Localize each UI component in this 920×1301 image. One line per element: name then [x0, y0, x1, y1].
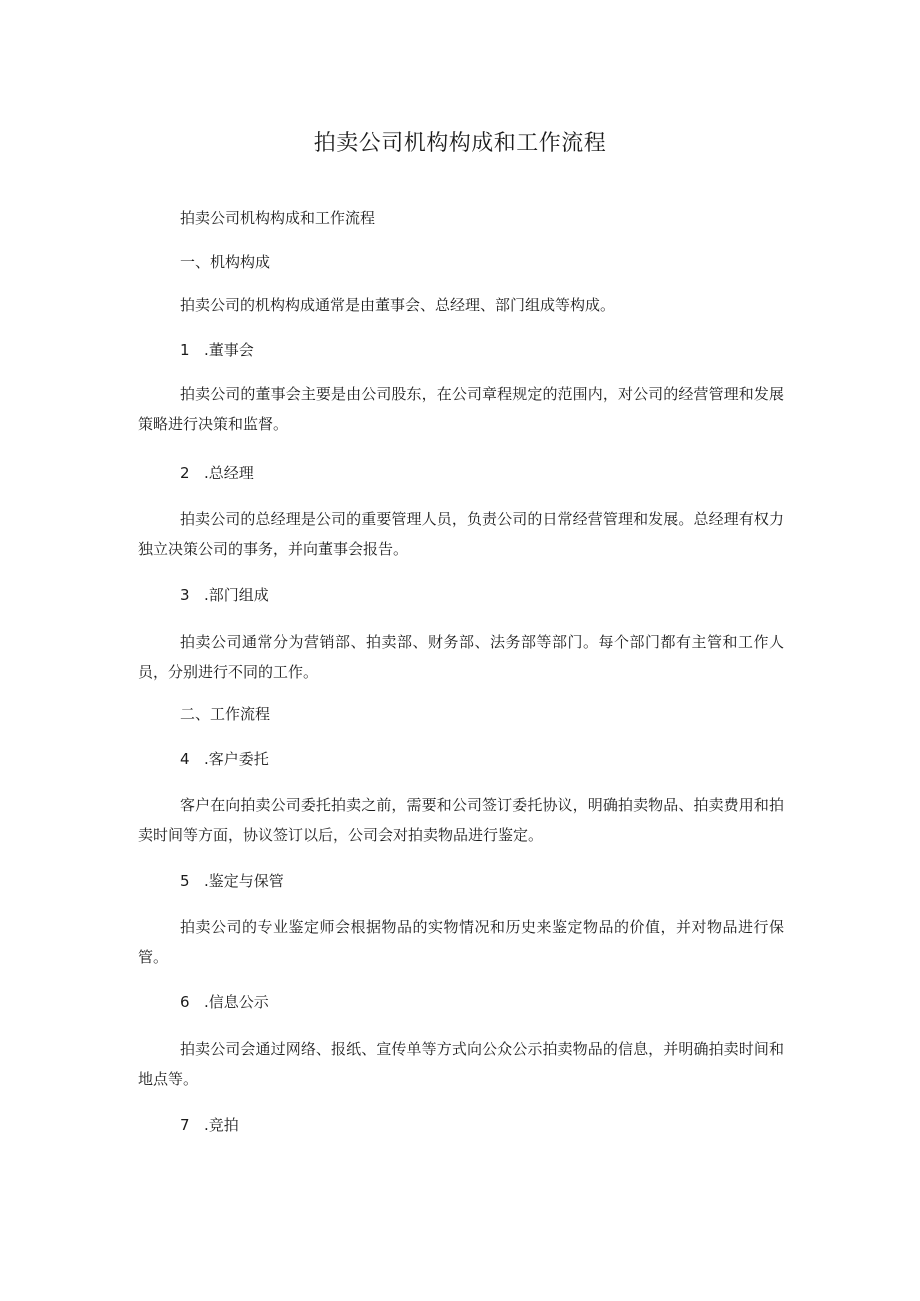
item-label: .竞拍 — [204, 1116, 239, 1134]
item-label: .部门组成 — [204, 586, 269, 604]
item-number: 6 — [180, 993, 190, 1011]
structure-intro: 拍卖公司的机构构成通常是由董事会、总经理、部门组成等构成。 — [180, 296, 616, 314]
item-heading-departments — [180, 585, 269, 605]
item-label: .总经理 — [204, 464, 254, 482]
item-paragraph-departments: 拍卖公司通常分为营销部、拍卖部、财务部、法务部等部门。每个部门都有主管和工作人员，分别进行不同的工作。 — [138, 633, 784, 681]
document-subtitle: 拍卖公司机构构成和工作流程 — [180, 209, 376, 227]
item-number: 2 — [180, 464, 190, 482]
item-paragraph-general-manager: 拍卖公司的总经理是公司的重要管理人员，负责公司的日常经营管理和发展。总经理有权力独立决策公司的事务，并向董事会报告。 — [138, 510, 784, 558]
item-heading-general-manager — [180, 463, 254, 483]
item-number: 1 — [180, 341, 190, 359]
item-number: 4 — [180, 750, 190, 768]
item-number: 3 — [180, 586, 190, 604]
section-heading-workflow: 二、工作流程 — [180, 705, 271, 723]
item-number: 7 — [180, 1116, 190, 1134]
item-paragraph-board: 拍卖公司的董事会主要是由公司股东，在公司章程规定的范围内，对公司的经营管理和发展策略进行决策和监督。 — [138, 385, 784, 433]
item-label: .董事会 — [204, 341, 254, 359]
item-heading-board — [180, 340, 254, 360]
item-heading-bidding — [180, 1115, 239, 1135]
item-label: .鉴定与保管 — [204, 872, 284, 890]
item-label: .信息公示 — [204, 993, 269, 1011]
item-heading-appraisal-storage — [180, 871, 284, 891]
item-label: .客户委托 — [204, 750, 269, 768]
item-heading-client-commission — [180, 749, 269, 769]
section-heading-structure: 一、机构构成 — [180, 253, 271, 271]
item-number: 5 — [180, 872, 190, 890]
item-paragraph-public-notice: 拍卖公司会通过网络、报纸、宣传单等方式向公众公示拍卖物品的信息，并明确拍卖时间和地点等。 — [138, 1040, 784, 1088]
item-paragraph-client-commission: 客户在向拍卖公司委托拍卖之前，需要和公司签订委托协议，明确拍卖物品、拍卖费用和拍卖时间等方面，协议签订以后，公司会对拍卖物品进行鉴定。 — [138, 796, 784, 844]
item-paragraph-appraisal-storage: 拍卖公司的专业鉴定师会根据物品的实物情况和历史来鉴定物品的价值，并对物品进行保管。 — [138, 918, 784, 966]
document-title: 拍卖公司机构构成和工作流程 — [313, 131, 607, 156]
item-heading-public-notice — [180, 992, 269, 1012]
